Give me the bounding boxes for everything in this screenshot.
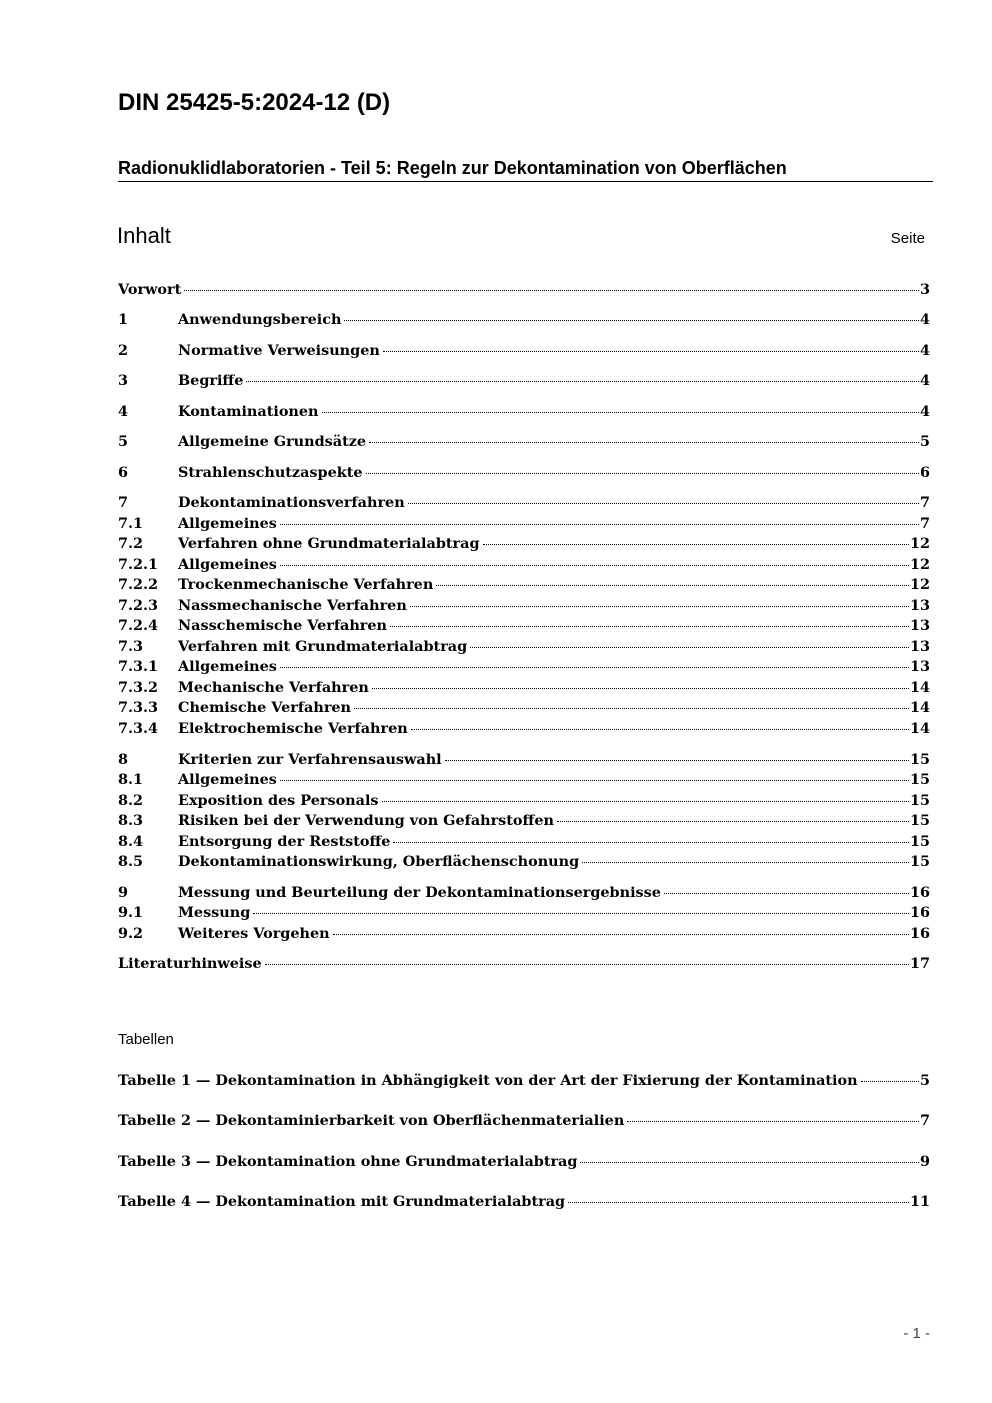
- dot-leader: [369, 442, 919, 443]
- entry-number: 7.2.1: [118, 556, 159, 573]
- entry-number: 9.1: [118, 904, 144, 921]
- entry-title: Allgemeines: [178, 556, 277, 573]
- dot-leader: [664, 893, 909, 894]
- toc-entry[interactable]: [118, 638, 930, 656]
- entry-title: Messung: [178, 904, 251, 921]
- entry-number: 7.3: [118, 638, 144, 655]
- dot-leader: [408, 503, 919, 504]
- dot-leader: [280, 780, 909, 781]
- entry-title: Vorwort: [118, 281, 182, 298]
- toc-entry[interactable]: [118, 342, 930, 360]
- dot-leader: [568, 1202, 909, 1203]
- entry-number: 7.1: [118, 515, 144, 532]
- dot-leader: [253, 913, 909, 914]
- dot-leader: [246, 381, 919, 382]
- toc-heading: Inhalt: [117, 223, 171, 248]
- dot-leader: [410, 606, 909, 607]
- entry-number: 7.2.4: [118, 617, 159, 634]
- dot-leader: [354, 708, 909, 709]
- table-entry[interactable]: [118, 1153, 930, 1171]
- toc-entry[interactable]: [118, 853, 930, 871]
- entry-page: 4: [919, 342, 930, 359]
- table-entry[interactable]: [118, 1112, 930, 1130]
- page-number: - 1 -: [903, 1325, 930, 1342]
- toc-entry[interactable]: [118, 372, 930, 390]
- entry-title: Verfahren ohne Grundmaterialabtrag: [178, 535, 480, 552]
- toc-entry[interactable]: [118, 515, 930, 533]
- dot-leader: [580, 1162, 919, 1163]
- entry-title: Tabelle 2 — Dekontaminierbarkeit von Oberflächenmaterialien: [118, 1112, 625, 1129]
- entry-title: Entsorgung der Reststoffe: [178, 833, 391, 850]
- entry-page: 15: [909, 833, 930, 850]
- entry-number: 7.3.4: [118, 720, 159, 737]
- dot-leader: [344, 320, 919, 321]
- entry-number: 7.2.2: [118, 576, 159, 593]
- entry-page: 14: [909, 699, 930, 716]
- entry-title: Dekontaminationsverfahren: [178, 494, 405, 511]
- table-entry[interactable]: [118, 1072, 930, 1090]
- entry-number: 4: [118, 403, 129, 420]
- entry-number: 8.4: [118, 833, 144, 850]
- entry-page: 15: [909, 853, 930, 870]
- dot-leader: [184, 290, 919, 291]
- dot-leader: [436, 585, 909, 586]
- dot-leader: [627, 1121, 919, 1122]
- entry-page: 15: [909, 812, 930, 829]
- dot-leader: [411, 729, 909, 730]
- dot-leader: [393, 842, 909, 843]
- dot-leader: [861, 1081, 919, 1082]
- entry-number: 9.2: [118, 925, 144, 942]
- entry-title: Literaturhinweise: [118, 955, 262, 972]
- entry-title: Allgemeines: [178, 771, 277, 788]
- entry-page: 14: [909, 679, 930, 696]
- entry-page: 15: [909, 771, 930, 788]
- entry-page: 13: [909, 638, 930, 655]
- entry-title: Kriterien zur Verfahrensauswahl: [178, 751, 442, 768]
- entry-number: 6: [118, 464, 129, 481]
- dot-leader: [445, 760, 909, 761]
- entry-title: Kontaminationen: [178, 403, 319, 420]
- entry-number: 2: [118, 342, 129, 359]
- dot-leader: [470, 647, 909, 648]
- toc-entry[interactable]: [118, 833, 930, 851]
- entry-title: Chemische Verfahren: [178, 699, 352, 716]
- entry-number: 8.5: [118, 853, 144, 870]
- entry-title: Anwendungsbereich: [178, 311, 342, 328]
- toc-entry[interactable]: [118, 751, 930, 769]
- entry-title: Allgemeines: [178, 658, 277, 675]
- entry-title: Dekontaminationswirkung, Oberflächenschonung: [178, 853, 580, 870]
- entry-number: 7.3.1: [118, 658, 159, 675]
- entry-title: Risiken bei der Verwendung von Gefahrstoffen: [178, 812, 554, 829]
- entry-title: Allgemeines: [178, 515, 277, 532]
- entry-number: 1: [118, 311, 129, 328]
- toc-entry[interactable]: [118, 433, 930, 451]
- entry-number: 8.2: [118, 792, 144, 809]
- entry-title: Trockenmechanische Verfahren: [178, 576, 434, 593]
- entry-title: Tabelle 4 — Dekontamination mit Grundmaterialabtrag: [118, 1193, 566, 1210]
- entry-number: 9: [118, 884, 129, 901]
- toc-entry[interactable]: [118, 925, 930, 943]
- entry-page: 9: [919, 1153, 930, 1170]
- toc-entry[interactable]: [118, 535, 930, 553]
- table-entry[interactable]: [118, 1193, 930, 1211]
- entry-title: Tabelle 3 — Dekontamination ohne Grundmaterialabtrag: [118, 1153, 578, 1170]
- dot-leader: [265, 964, 909, 965]
- toc-entry[interactable]: [118, 403, 930, 421]
- toc-entry[interactable]: [118, 812, 930, 830]
- entry-page: 3: [919, 281, 930, 298]
- entry-title: Mechanische Verfahren: [178, 679, 369, 696]
- dot-leader: [280, 524, 919, 525]
- entry-page: 16: [909, 925, 930, 942]
- entry-number: 7.2.3: [118, 597, 159, 614]
- entry-page: 4: [919, 372, 930, 389]
- entry-title: Strahlenschutzaspekte: [178, 464, 363, 481]
- entry-page: 12: [909, 576, 930, 593]
- toc-entry[interactable]: [118, 464, 930, 482]
- entry-title: Messung und Beurteilung der Dekontaminationsergebnisse: [178, 884, 661, 901]
- toc-entry[interactable]: [118, 597, 930, 615]
- entry-title: Allgemeine Grundsätze: [178, 433, 367, 450]
- toc-entry[interactable]: [118, 884, 930, 902]
- entry-page: 6: [919, 464, 930, 481]
- entry-page: 15: [909, 792, 930, 809]
- toc-entry[interactable]: [118, 955, 930, 973]
- toc-entry[interactable]: [118, 281, 930, 299]
- entry-page: 16: [909, 904, 930, 921]
- toc-entry[interactable]: [118, 494, 930, 512]
- entry-number: 7.3.3: [118, 699, 159, 716]
- entry-page: 13: [909, 658, 930, 675]
- toc-entry[interactable]: [118, 556, 930, 574]
- entry-page: 4: [919, 403, 930, 420]
- toc-entry[interactable]: [118, 617, 930, 635]
- entry-number: 7.3.2: [118, 679, 159, 696]
- dot-leader: [557, 821, 909, 822]
- dot-leader: [483, 544, 909, 545]
- entry-page: 7: [919, 515, 930, 532]
- dot-leader: [383, 351, 919, 352]
- entry-page: 7: [919, 494, 930, 511]
- dot-leader: [280, 667, 909, 668]
- entry-page: 5: [919, 1072, 930, 1089]
- entry-title: Elektrochemische Verfahren: [178, 720, 408, 737]
- toc-entry[interactable]: [118, 576, 930, 594]
- dot-leader: [280, 565, 909, 566]
- entry-page: 7: [919, 1112, 930, 1129]
- dot-leader: [382, 801, 909, 802]
- entry-page: 14: [909, 720, 930, 737]
- entry-title: Nassmechanische Verfahren: [178, 597, 407, 614]
- entry-page: 12: [909, 535, 930, 552]
- entry-number: 5: [118, 433, 129, 450]
- document-code: DIN 25425-5:2024-12 (D): [118, 89, 391, 116]
- toc-entry[interactable]: [118, 658, 930, 676]
- dot-leader: [322, 412, 919, 413]
- entry-page: 13: [909, 617, 930, 634]
- entry-page: 11: [909, 1193, 930, 1210]
- toc-entry[interactable]: [118, 679, 930, 697]
- entry-number: 7.2: [118, 535, 144, 552]
- toc-entry[interactable]: [118, 904, 930, 922]
- toc-entry[interactable]: [118, 720, 930, 738]
- dot-leader: [366, 473, 919, 474]
- entry-number: 8.1: [118, 771, 144, 788]
- entry-number: 8.3: [118, 812, 144, 829]
- entry-number: 8: [118, 751, 129, 768]
- dot-leader: [390, 626, 909, 627]
- entry-title: Nasschemische Verfahren: [178, 617, 388, 634]
- tables-heading: Tabellen: [118, 1031, 174, 1048]
- entry-page: 17: [909, 955, 930, 972]
- entry-page: 5: [919, 433, 930, 450]
- entry-page: 16: [909, 884, 930, 901]
- entry-title: Exposition des Personals: [178, 792, 379, 809]
- entry-title: Tabelle 1 — Dekontamination in Abhängigkeit von der Art der Fixierung der Kontamination: [118, 1072, 858, 1089]
- entry-page: 12: [909, 556, 930, 573]
- entry-number: 7: [118, 494, 129, 511]
- dot-leader: [582, 862, 909, 863]
- dot-leader: [333, 934, 909, 935]
- toc-entry[interactable]: [118, 311, 930, 329]
- page-column-label: Seite: [890, 230, 925, 247]
- dot-leader: [372, 688, 909, 689]
- entry-page: 13: [909, 597, 930, 614]
- entry-number: 3: [118, 372, 129, 389]
- document-subtitle: Radionuklidlaboratorien - Teil 5: Regeln zur Dekontamination von Oberflächen: [118, 158, 933, 182]
- toc-entry[interactable]: [118, 699, 930, 717]
- toc-entry[interactable]: [118, 792, 930, 810]
- entry-page: 4: [919, 311, 930, 328]
- entry-title: Normative Verweisungen: [178, 342, 380, 359]
- entry-title: Verfahren mit Grundmaterialabtrag: [178, 638, 468, 655]
- entry-page: 15: [909, 751, 930, 768]
- entry-title: Begriffe: [178, 372, 244, 389]
- toc-entry[interactable]: [118, 771, 930, 789]
- entry-title: Weiteres Vorgehen: [178, 925, 330, 942]
